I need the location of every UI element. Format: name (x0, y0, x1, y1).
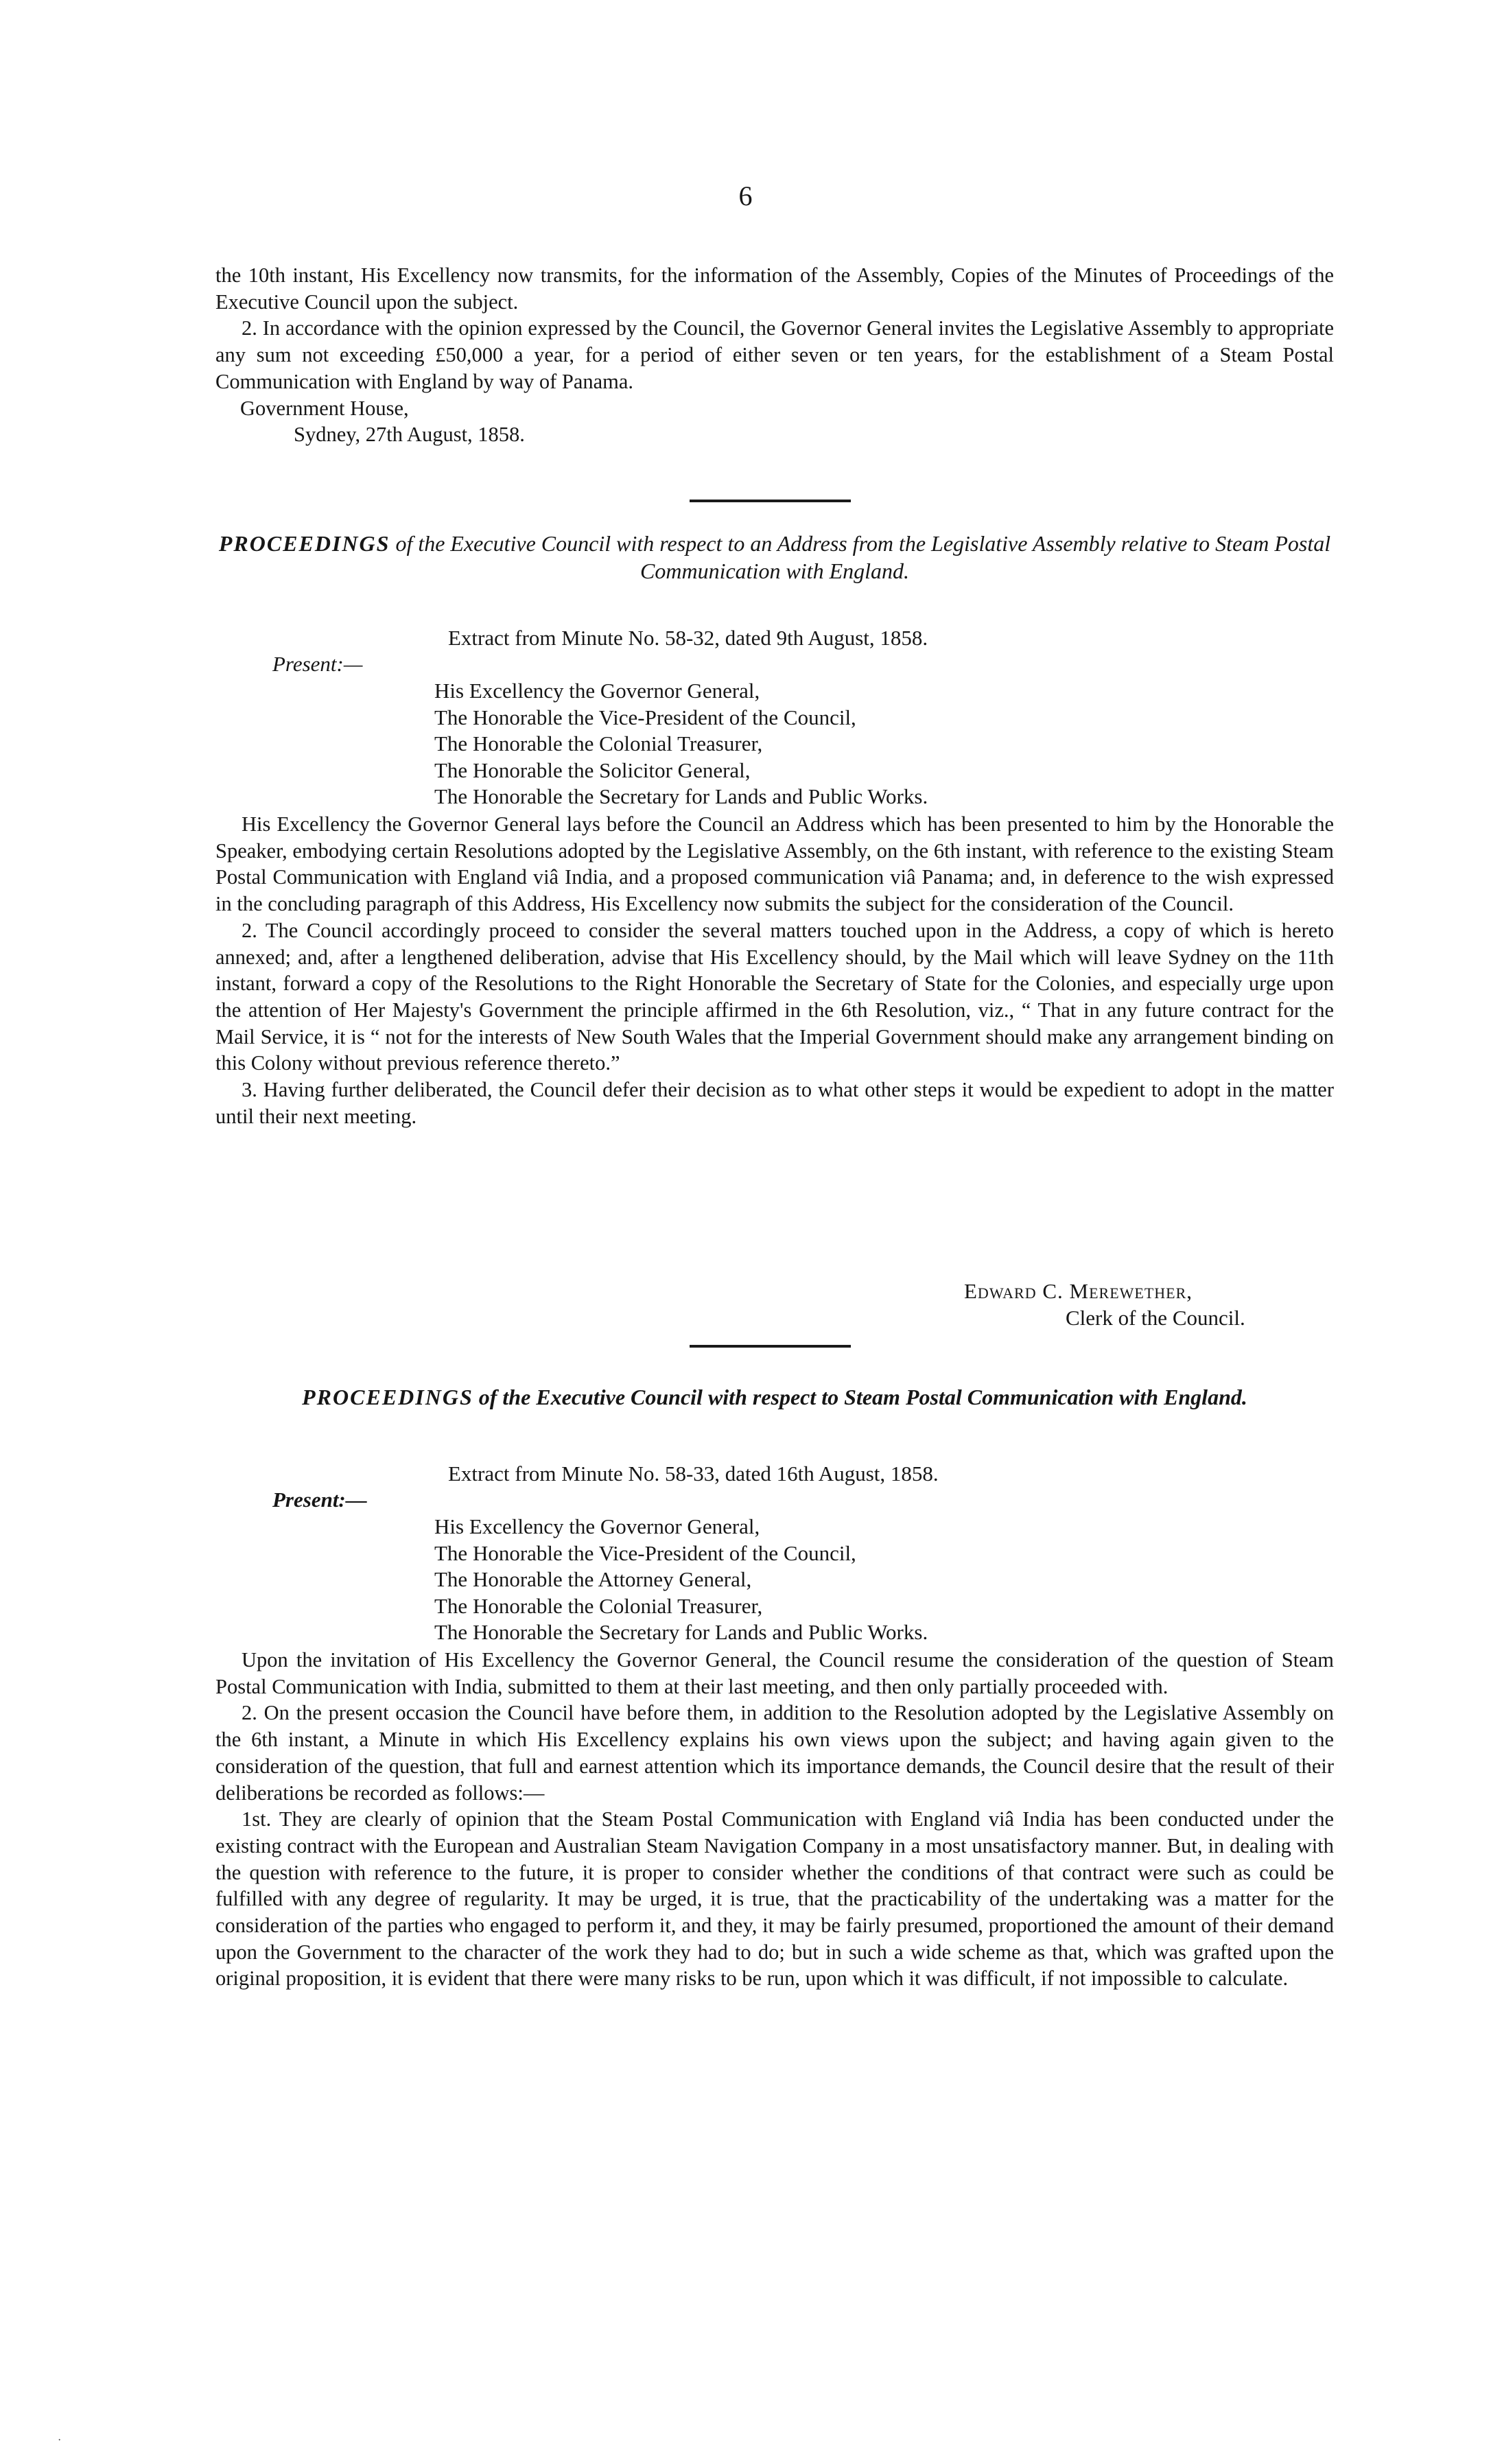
section2-body (215, 1647, 1334, 1992)
section2-extract: Extract from Minute No. 58-33, dated 16th August, 1858. (448, 1462, 939, 1486)
section1-present-label: Present:— (272, 652, 363, 676)
section1-signature (964, 1278, 1245, 1331)
body-paragraph: His Excellency the Governor General lays before the Council an Address which has been presented to him by the Honorable the Speaker, embodying certain Resolutions adopted by the Legislative Assembly, on the 6th instant, with reference to the existing Steam Postal Communication with England viâ India, and a proposed communication viâ Panama; and, in deference to the wish expressed in the concluding paragraph of this Address, His Excellency now submits the subject for the consideration of the Council. (215, 812, 1334, 916)
body-paragraph: 2. The Council accordingly proceed to consider the several matters touched upon in the Address, a copy of which is hereto annexed; and, after a lengthened deliberation, advise that His Excellency should, by the Mail which will leave Sydney on the 11th instant, forward a copy of the Resolutions to the Right Honorable the Secretary of State for the Colonies, and especially urge upon the attention of Her Majesty's Government the principle affirmed in the 6th Resolution, viz., “ That in any future contract for the Mail Service, it is “ not for the interests of New South Wales that the Imperial Government should make any arrangement binding on this Colony without previous reference thereto.” (215, 918, 1334, 1075)
section2-attendees (434, 1514, 928, 1646)
attendee: The Honorable the Colonial Treasurer, (434, 731, 763, 756)
intro-paragraph: the 10th instant, His Excellency now transmits, for the information of the Assembly, Copies of the Minutes of Proceedings of the Executive Council upon the subject. (215, 263, 1334, 314)
attendee: The Honorable the Secretary for Lands and Public Works. (434, 1620, 928, 1645)
section1-heading (215, 530, 1334, 585)
body-paragraph: 3. Having further deliberated, the Council defer their decision as to what other steps it would be expedient to adopt in the matter until their next meeting. (215, 1078, 1334, 1128)
heading-lead: PROCEEDINGS (302, 1385, 473, 1409)
section2-present-label: Present:— (272, 1488, 367, 1512)
signature-title: Clerk of the Council. (1066, 1306, 1245, 1330)
attendee: The Honorable the Solicitor General, (434, 758, 751, 782)
body-paragraph: 1st. They are clearly of opinion that the Steam Postal Communication with England viâ India has been conducted under the existing contract with the European and Australian Steam Navigation Company in a most unsatisfactory manner. But, in dealing with the question with reference to the future, it is proper to consider whether the conditions of that contract were such as could be fulfilled with any degree of regularity. It may be urged, it is true, that the practicability of the undertaking was a matter for the consideration of the parties who engaged to perform it, and they, it may be fairly presumed, proportioned the amount of their demand upon the Government to the character of the work they had to do; but in such a wide scheme as that, which was grafted upon the original proposition, it is evident that there were many risks to be run, upon which it was difficult, if not impossible to calculate. (215, 1807, 1334, 1991)
attendee: The Honorable the Vice-President of the Council, (434, 705, 856, 729)
scan-mark: · (58, 2434, 62, 2446)
body-paragraph: Upon the invitation of His Excellency the Governor General, the Council resume the consideration of the question of Steam Postal Communication with India, submitted to them at their last meeting, and then only partially proceeded with. (215, 1648, 1334, 1698)
attendee: His Excellency the Governor General, (434, 1514, 760, 1538)
attendee: The Honorable the Secretary for Lands and Public Works. (434, 784, 928, 809)
section1-body (215, 811, 1334, 1129)
body-paragraph: 2. On the present occasion the Council have before them, in addition to the Resolution adopted by the Legislative Assembly on the 6th instant, a Minute in which His Excellency explains his own views upon the subject; and having again given to the consideration of the question, that full and earnest attention which its importance demands, the Council desire that the result of their deliberations be recorded as follows:— (215, 1701, 1334, 1805)
place-line: Government House, (240, 396, 409, 420)
section2-heading (215, 1383, 1334, 1411)
intro-text (215, 262, 1334, 448)
date-line: Sydney, 27th August, 1858. (294, 423, 525, 447)
signature-name: Edward C. Merewether, (964, 1279, 1193, 1303)
section1-attendees (434, 678, 928, 810)
attendee: The Honorable the Attorney General, (434, 1567, 752, 1592)
attendee: The Honorable the Vice-President of the Council, (434, 1540, 856, 1565)
heading-lead: PROCEEDINGS (218, 531, 390, 556)
page-number: 6 (738, 180, 753, 211)
heading-text: of the Executive Council with respect to Steam Postal Communication with England. (478, 1385, 1247, 1409)
attendee: His Excellency the Governor General, (434, 679, 760, 703)
section1-extract: Extract from Minute No. 58-32, dated 9th August, 1858. (448, 626, 928, 650)
attendee: The Honorable the Colonial Treasurer, (434, 1593, 763, 1618)
section-divider (690, 500, 851, 502)
section-divider (690, 1345, 851, 1348)
heading-text: of the Executive Council with respect to an Address from the Legislative Assembly relative to Steam Postal Communication with England. (395, 531, 1331, 583)
intro-paragraph: 2. In accordance with the opinion expressed by the Council, the Governor General invites the Legislative Assembly to appropriate any sum not exceeding £50,000 a year, for a period of either seven or ten years, for the establishment of a Steam Postal Communication with England by way of Panama. (215, 316, 1334, 393)
